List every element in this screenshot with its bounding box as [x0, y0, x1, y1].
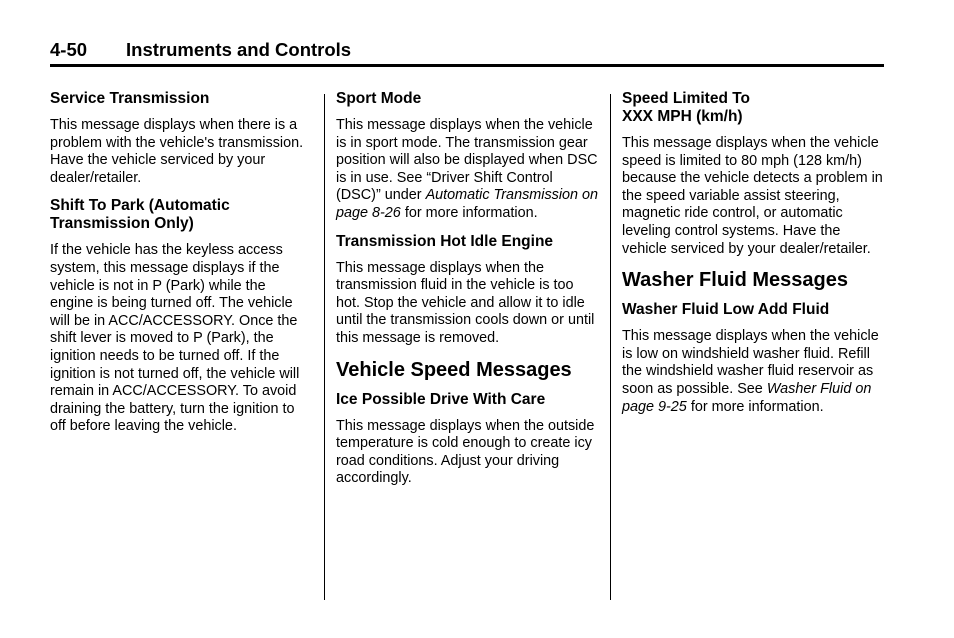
shift-to-park-heading-line2: Transmission Only)	[50, 215, 194, 233]
speed-limited-heading	[622, 90, 886, 126]
service-transmission-heading: Service Transmission	[50, 90, 210, 107]
page-number: 4-50	[50, 39, 88, 60]
service-transmission-body: This message displays when there is a problem with the vehicle's transmission. Have the vehicle serviced by your dealer/retailer.	[50, 117, 304, 186]
sport-mode-body-end: for more information.	[400, 204, 538, 221]
column-divider-2	[610, 94, 611, 600]
washer-fluid-messages-heading: Washer Fluid Messages	[622, 269, 848, 292]
section-title: Instruments and Controls	[126, 39, 352, 60]
column-1	[50, 90, 312, 446]
vehicle-speed-messages-heading: Vehicle Speed Messages	[336, 358, 572, 381]
page-header	[50, 38, 884, 67]
speed-limited-heading-line2: XXX MPH (km/h)	[622, 108, 743, 125]
automatic-transmission-reference: Automatic Transmission on page 8-26	[336, 187, 599, 221]
ice-possible-heading: Ice Possible Drive With Care	[336, 390, 546, 408]
transmission-hot-idle-body: This message displays when the transmission fluid in the vehicle is too hot. Stop the vehicle and allow it to idle until the transmission cools down or until this message is removed.	[336, 259, 595, 346]
sport-mode-body-text: This message displays when the vehicle is in sport mode. The transmission gear position will also be displayed when DSC is in use. See “Driver Shift Control (DSC)” under	[336, 117, 598, 204]
shift-to-park-heading-line1: Shift To Park (Automatic	[50, 197, 230, 215]
ice-possible-body: This message displays when the outside temperature is cold enough to create icy road conditions. Adjust your driving accordingly.	[336, 417, 595, 487]
sport-mode-heading: Sport Mode	[336, 90, 422, 107]
washer-fluid-low-body	[622, 328, 886, 416]
shift-to-park-heading	[50, 197, 312, 233]
shift-to-park-body: If the vehicle has the keyless access system, this message displays if the vehicle is not in P (Park) while the engine is being turned off. The vehicle will be in ACC/ACCESSORY. Once the shift lever is moved to P (Park), the ignition needs to be turned off. If the ignition is not turned off, the vehicle will remain in ACC/ACCESSORY. To avoid draining the battery, turn the ignition to off before leaving the vehicle.	[50, 242, 300, 435]
speed-limited-body: This message displays when the vehicle speed is limited to 80 mph (128 km/h) because the vehicle detects a problem in the speed variable assist steering, magnetic ride control, or automatic leveling control systems. Have the vehicle serviced by your dealer/retailer.	[622, 135, 883, 257]
washer-fluid-low-heading: Washer Fluid Low Add Fluid	[622, 301, 830, 319]
washer-fluid-reference: Washer Fluid on page 9-25	[622, 380, 872, 415]
sport-mode-body	[336, 117, 600, 223]
transmission-hot-idle-heading: Transmission Hot Idle Engine	[336, 232, 554, 250]
washer-fluid-low-body-end: for more information.	[686, 398, 824, 415]
washer-fluid-low-body-text: This message displays when the vehicle is low on windshield washer fluid. Refill the windshield washer fluid reservoir as soon as possible. See	[622, 328, 879, 397]
column-divider-1	[324, 94, 325, 600]
column-3	[622, 90, 886, 426]
speed-limited-heading-line1: Speed Limited To	[622, 90, 751, 107]
column-2	[336, 90, 600, 498]
